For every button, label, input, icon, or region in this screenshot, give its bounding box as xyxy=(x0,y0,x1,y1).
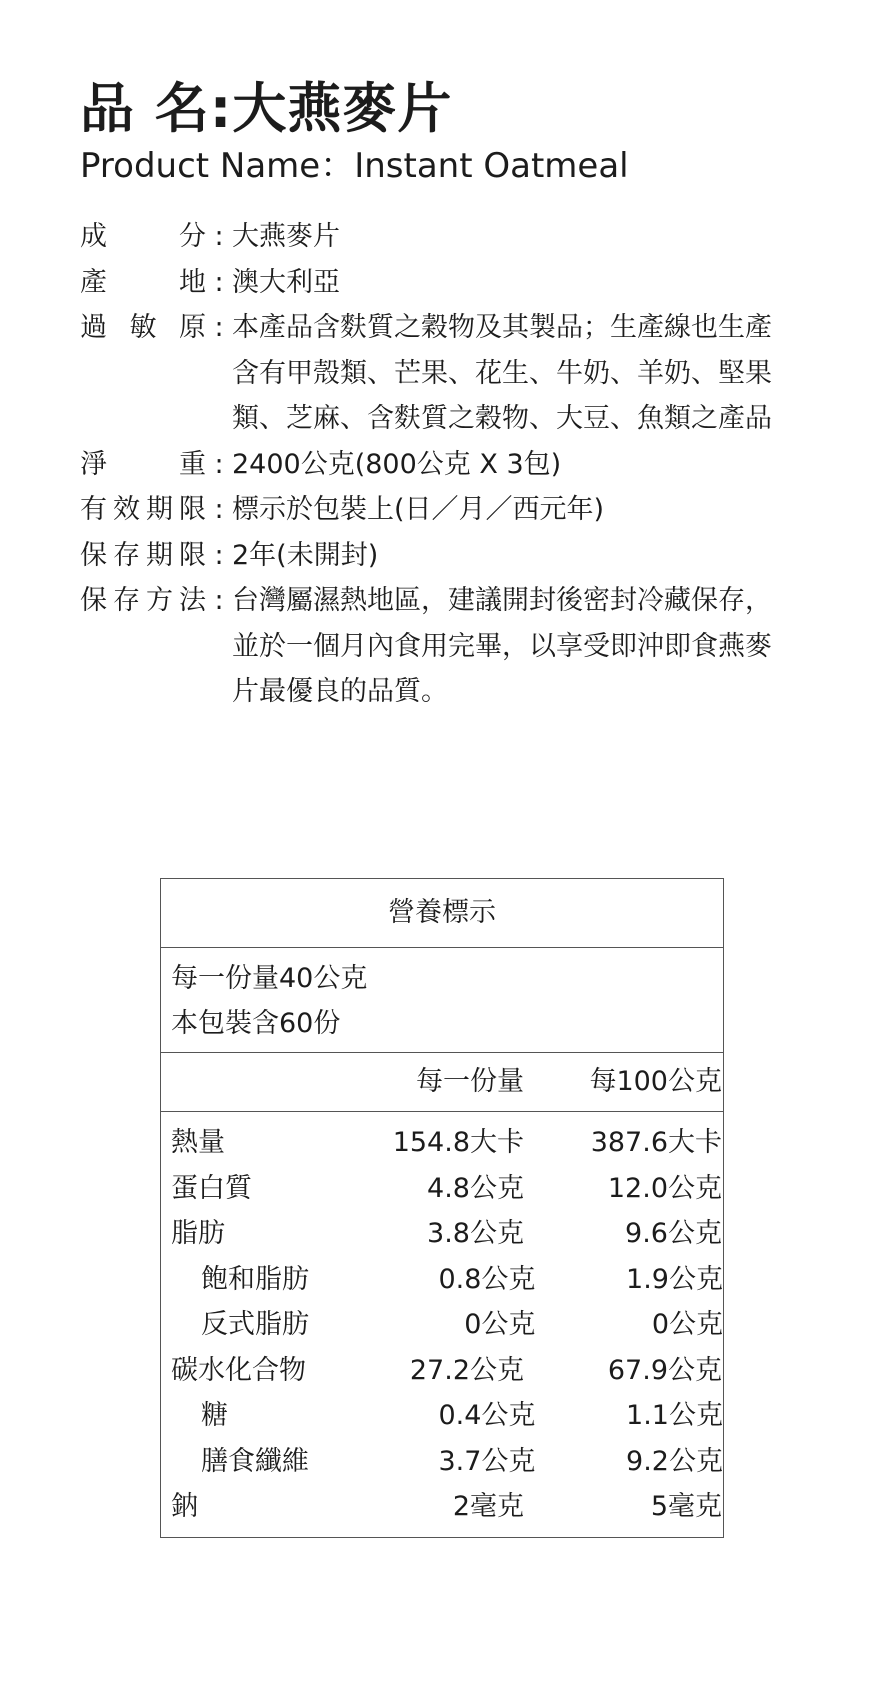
nutrition-row xyxy=(161,1348,723,1394)
nutrient-name: 脂肪 xyxy=(171,1218,225,1249)
info-value: 2年(未開封) xyxy=(232,539,379,571)
per-100g-value: 67.9公克 xyxy=(607,1354,722,1386)
info-separator: : xyxy=(214,312,224,343)
info-label: 過 敏 原 xyxy=(80,312,206,343)
nutrition-row xyxy=(161,1484,723,1530)
nutrient-name: 鈉 xyxy=(171,1491,198,1522)
per-100g-value: 5毫克 xyxy=(650,1491,722,1522)
servings-per-pack: 本包裝含60份 xyxy=(171,1008,341,1039)
nutrition-row xyxy=(161,1439,723,1485)
info-row-net-weight xyxy=(80,442,780,488)
nutrition-column-headers xyxy=(161,1053,723,1112)
info-separator: : xyxy=(214,221,224,252)
per-100g-value: 9.6公克 xyxy=(625,1218,722,1249)
serving-info xyxy=(161,948,723,1053)
per-serving-value: 27.2公克 xyxy=(409,1354,524,1386)
nutrient-name: 蛋白質 xyxy=(171,1172,252,1204)
info-row-allergens xyxy=(80,305,780,442)
per-100g-value: 9.2公克 xyxy=(626,1445,723,1477)
nutrient-name: 碳水化合物 xyxy=(171,1354,306,1386)
info-separator: : xyxy=(214,539,224,571)
info-row-origin xyxy=(80,260,780,306)
nutrition-facts-table xyxy=(160,878,724,1538)
nutrition-row xyxy=(161,1393,723,1439)
per-serving-value: 3.8公克 xyxy=(427,1218,524,1249)
nutrition-row xyxy=(161,1166,723,1212)
per-100g-value: 1.1公克 xyxy=(626,1400,723,1431)
info-value: 台灣屬濕熱地區，建議開封後密封冷藏保存，並於一個月內食用完畢，以享受即沖即食燕麥片最優良的品質。 xyxy=(232,585,772,707)
product-info-list xyxy=(80,214,780,715)
nutrient-name: 糖 xyxy=(201,1400,228,1431)
per-serving-value: 0.4公克 xyxy=(438,1400,536,1431)
info-separator: : xyxy=(214,494,224,525)
nutrition-row xyxy=(161,1257,723,1303)
nutrition-title: 營養標示 xyxy=(161,879,723,948)
nutrient-name: 熱量 xyxy=(171,1127,225,1158)
info-row-shelf-life xyxy=(80,533,780,579)
per-serving-value: 0公克 xyxy=(464,1309,536,1340)
info-value: 大燕麥片 xyxy=(232,221,340,252)
per-100g-value: 1.9公克 xyxy=(626,1263,723,1295)
per-serving-value: 2毫克 xyxy=(452,1491,524,1522)
nutrition-row xyxy=(161,1211,723,1257)
column-header-per-serving: 每一份量 xyxy=(416,1066,524,1097)
serving-size: 每一份量40公克 xyxy=(171,963,368,994)
column-header-nutrient xyxy=(161,1053,346,1111)
product-title-chinese: 品 名:大燕麥片 xyxy=(80,77,453,140)
column-header-per-100g: 每100公克 xyxy=(589,1066,722,1097)
per-serving-value: 3.7公克 xyxy=(438,1445,536,1477)
info-value: 2400公克(800公克 X 3包) xyxy=(232,448,562,480)
per-100g-value: 12.0公克 xyxy=(607,1172,722,1204)
info-row-expiry xyxy=(80,487,780,533)
per-serving-value: 0.8公克 xyxy=(438,1263,536,1295)
per-100g-value: 0公克 xyxy=(651,1309,723,1340)
info-value: 澳大利亞 xyxy=(232,266,340,298)
nutrition-row xyxy=(161,1302,723,1348)
info-row-ingredients xyxy=(80,214,780,260)
info-label: 成 分 xyxy=(80,221,206,252)
per-100g-value: 387.6大卡 xyxy=(590,1127,722,1158)
product-title-english: Product Name：Instant Oatmeal xyxy=(80,146,629,186)
info-separator: : xyxy=(214,585,224,616)
info-value: 標示於包裝上(日／月／西元年) xyxy=(232,494,605,525)
info-label: 有 效 期 限 xyxy=(80,494,206,525)
nutrition-row xyxy=(161,1120,723,1166)
nutrient-name: 膳食纖維 xyxy=(201,1445,309,1477)
info-separator: : xyxy=(214,448,224,480)
per-serving-value: 4.8公克 xyxy=(427,1172,524,1204)
nutrition-rows xyxy=(161,1112,723,1530)
per-serving-value: 154.8大卡 xyxy=(392,1127,524,1158)
nutrient-name: 反式脂肪 xyxy=(201,1309,309,1340)
info-row-storage xyxy=(80,578,780,715)
info-separator: : xyxy=(214,266,224,298)
info-value: 本產品含麩質之穀物及其製品；生產線也生產含有甲殼類、芒果、花生、牛奶、羊奶、堅果類、芝麻、含麩質之穀物、大豆、魚類之產品 xyxy=(232,312,772,434)
info-label: 保 存 方 法 xyxy=(80,585,206,616)
info-label: 產 地 xyxy=(80,266,206,298)
nutrient-name: 飽和脂肪 xyxy=(201,1263,309,1295)
info-label: 淨 重 xyxy=(80,448,206,480)
info-label: 保 存 期 限 xyxy=(80,539,206,571)
